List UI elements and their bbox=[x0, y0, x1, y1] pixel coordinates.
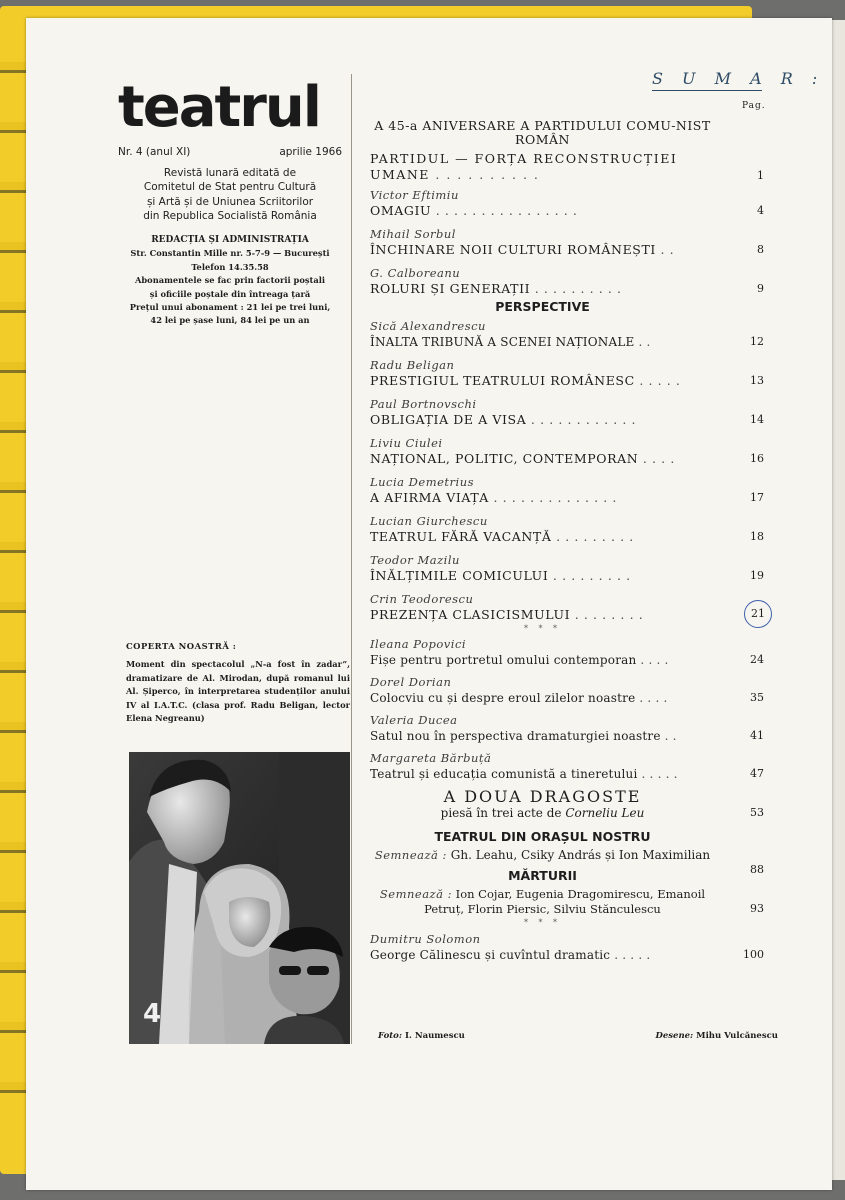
toc-entry-title: PRESTIGIUL TEATRULUI ROMÂNESC . . . . . bbox=[370, 373, 681, 388]
toc-signed-entry[interactable] bbox=[370, 887, 770, 917]
toc-entry-author: Dumitru Solomon bbox=[370, 932, 481, 946]
play-title: A DOUA DRAGOSTE bbox=[443, 787, 642, 806]
description-line: Comitetul de Stat pentru Cultură bbox=[143, 181, 317, 194]
toc-separator: * * * bbox=[523, 624, 562, 633]
toc-entry-title: Colocviu cu și despre eroul zilelor noastre . . . . bbox=[370, 691, 668, 705]
toc-entry[interactable] bbox=[370, 713, 770, 744]
signed-names: Semnează : Gh. Leahu, Csiky András și Ion Maximilian bbox=[374, 848, 711, 862]
issue-number: Nr. 4 (anul XI) bbox=[118, 146, 191, 158]
toc-section-heading: A 45-a ANIVERSARE A PARTIDULUI COMU-NIST ROMÂN bbox=[374, 118, 711, 147]
toc-entry[interactable] bbox=[370, 151, 770, 183]
toc-entry[interactable] bbox=[370, 397, 770, 428]
toc-entry-page: 35 bbox=[750, 691, 764, 704]
toc-entry-author: Victor Eftimiu bbox=[370, 188, 459, 202]
toc-entry[interactable] bbox=[370, 675, 770, 706]
toc-entry-page: 13 bbox=[750, 374, 764, 387]
signed-names: Semnează : Ion Cojar, Eugenia Dragomirescu, Emanoil Petruț, Florin Piersic, Silviu Stănculescu bbox=[379, 887, 706, 916]
issue-date: aprilie 1966 bbox=[279, 146, 342, 158]
toc-entry-title: George Călinescu și cuvîntul dramatic . . . . . bbox=[370, 948, 651, 962]
toc-entry-author: Radu Beligan bbox=[370, 358, 455, 372]
photo-credit: Foto: I. Naumescu bbox=[378, 1031, 465, 1041]
toc-entry-author: Crin Teodorescu bbox=[370, 592, 474, 606]
toc-entry-author: Mihail Sorbul bbox=[370, 227, 456, 241]
toc-entry[interactable] bbox=[370, 751, 770, 782]
toc-entry-author: Lucia Demetrius bbox=[370, 475, 475, 489]
toc-entry-page: 24 bbox=[750, 653, 764, 666]
toc-entry-page: 88 bbox=[750, 863, 764, 876]
redaction-line: Telefon 14.35.58 bbox=[191, 261, 269, 272]
toc-entry-author: Teodor Mazilu bbox=[370, 553, 460, 567]
toc-entry-page: 17 bbox=[750, 491, 764, 504]
signed-label: Semnează : bbox=[379, 887, 452, 901]
toc-entry-page: 19 bbox=[750, 569, 764, 582]
play-subtitle: piesă în trei acte de Corneliu Leu bbox=[440, 806, 645, 820]
toc-entry-author: Dorel Dorian bbox=[370, 675, 452, 689]
toc-entry-title: Fișe pentru portretul omului contemporan . . . . bbox=[370, 653, 669, 667]
toc-entry-page: 47 bbox=[750, 767, 764, 780]
toc-entry-title: OMAGIU . . . . . . . . . . . . . . . . bbox=[370, 203, 578, 218]
toc-entry-title: TEATRUL FĂRĂ VACANȚĂ . . . . . . . . . bbox=[370, 529, 634, 544]
toc-entry-page: 14 bbox=[750, 413, 764, 426]
toc-entry-author: Ileana Popovici bbox=[370, 637, 467, 651]
toc-entry-page: 4 bbox=[757, 204, 764, 217]
cover-photo bbox=[129, 752, 350, 1044]
redaction-line: și oficiile poștale din întreaga țară bbox=[149, 288, 311, 299]
masthead-logo: teatrul bbox=[118, 75, 320, 140]
toc-entry-page: 100 bbox=[743, 948, 764, 961]
toc-section-heading: TEATRUL DIN ORAȘUL NOSTRU bbox=[434, 829, 651, 844]
redaction-line: 42 lei pe șase luni, 84 lei pe un an bbox=[150, 315, 310, 326]
toc-entry-author: Valeria Ducea bbox=[370, 713, 458, 727]
description-line: din Republica Socialistă România bbox=[143, 210, 317, 223]
toc-entry-page: 8 bbox=[757, 243, 764, 256]
toc-separator: * * * bbox=[523, 918, 562, 927]
toc-entry-author: Sică Alexandrescu bbox=[370, 319, 486, 333]
signed-label: Semnează : bbox=[374, 848, 447, 862]
sumar-underline bbox=[652, 90, 762, 91]
toc-entry-page: 21 bbox=[744, 606, 772, 628]
toc-entry-title: A AFIRMA VIAȚA . . . . . . . . . . . . . . bbox=[370, 490, 617, 505]
cover-caption: Moment din spectacolul „N-a fost în zadar”, dramatizare de Al. Mirodan, după romanul lui Al. Șiperco, în interpretarea studenților anului IV al I.A.T.C. (clasa prof. Radu Beligan, lector Elena Negreanu) bbox=[126, 659, 350, 724]
toc-entry[interactable] bbox=[370, 358, 770, 389]
toc-entry-title: PREZENȚA CLASICISMULUI . . . . . . . . bbox=[370, 607, 644, 622]
toc-entry[interactable] bbox=[370, 637, 770, 668]
cover-photo-illustration bbox=[129, 752, 350, 1044]
credits-footer bbox=[378, 1031, 778, 1041]
toc-entry-page: 18 bbox=[750, 530, 764, 543]
toc-entry[interactable] bbox=[370, 592, 770, 623]
toc-entry-page: 53 bbox=[750, 806, 764, 819]
redaction-line: REDACȚIA ȘI ADMINISTRAȚIA bbox=[151, 235, 309, 245]
sumar-heading: S U M A R : bbox=[652, 69, 825, 88]
redaction-line: Abonamentele se fac prin factorii poștali bbox=[134, 275, 326, 286]
toc-entry-title: Teatrul și educația comunistă a tineretului . . . . . bbox=[370, 767, 678, 781]
toc-entry-title: OBLIGAȚIA DE A VISA . . . . . . . . . . . . bbox=[370, 412, 637, 427]
toc-entry[interactable] bbox=[370, 266, 770, 297]
toc-entry-author: Paul Bortnovschi bbox=[370, 397, 477, 411]
toc-entry-page: 9 bbox=[757, 282, 764, 295]
toc-entry-author: Liviu Ciulei bbox=[370, 436, 443, 450]
description-line: și Artă și de Uniunea Scriitorilor bbox=[146, 195, 314, 208]
issue-info bbox=[118, 146, 342, 158]
toc-section-heading: MĂRTURII bbox=[508, 868, 577, 883]
toc-entry[interactable] bbox=[370, 514, 770, 545]
redaction-line: Prețul unui abonament : 21 lei pe trei luni, bbox=[129, 302, 331, 313]
toc-entry[interactable] bbox=[370, 436, 770, 467]
toc-entry-author: Lucian Giurchescu bbox=[370, 514, 488, 528]
toc-entry[interactable] bbox=[370, 932, 770, 963]
toc-entry-title: ROLURI ȘI GENERAȚII . . . . . . . . . . bbox=[370, 281, 622, 296]
column-divider bbox=[351, 74, 352, 1044]
toc-section-heading: PERSPECTIVE bbox=[495, 299, 590, 314]
toc-entry[interactable] bbox=[370, 475, 770, 506]
toc-entry[interactable] bbox=[370, 227, 770, 258]
toc-entry-page: 12 bbox=[750, 335, 764, 348]
toc-entry[interactable] bbox=[370, 553, 770, 584]
toc-entry-author: Margareta Bărbuță bbox=[370, 751, 492, 765]
toc-entry-title: ÎNALTA TRIBUNĂ A SCENEI NAȚIONALE . . bbox=[370, 335, 651, 349]
redaction-line: Str. Constantin Mille nr. 5-7-9 — București bbox=[130, 248, 330, 259]
play-author: Corneliu Leu bbox=[565, 806, 645, 820]
toc-entry-author: G. Calboreanu bbox=[370, 266, 461, 280]
toc-entry-title: ÎNĂLȚIMILE COMICULUI . . . . . . . . . bbox=[370, 568, 631, 583]
redaction-info bbox=[110, 234, 350, 328]
toc-entry-title: NAȚIONAL, POLITIC, CONTEMPORAN . . . . bbox=[370, 451, 675, 466]
toc-entry-page: 16 bbox=[750, 452, 764, 465]
toc-entry[interactable] bbox=[370, 188, 770, 219]
toc-entry-page: 1 bbox=[757, 169, 764, 182]
masthead-description bbox=[110, 166, 350, 224]
page-column-label: Pag. bbox=[742, 101, 766, 111]
description-line: Revistă lunară editată de bbox=[163, 167, 297, 179]
toc-entry-title: PARTIDUL — FORȚA RECONSTRUCȚIEI UMANE . . . . . . . . . . bbox=[370, 151, 678, 182]
toc-entry-page: 41 bbox=[750, 729, 764, 742]
toc-entry-title: ÎNCHINARE NOII CULTURI ROMÂNEȘTI . . bbox=[370, 242, 675, 257]
cover-photo-number: 4 bbox=[143, 999, 162, 1029]
toc-entry[interactable] bbox=[370, 319, 770, 350]
cover-heading: COPERTA NOASTRĂ : bbox=[126, 641, 237, 651]
table-of-contents bbox=[370, 119, 770, 963]
toc-entry-title: Satul nou în perspectiva dramaturgiei noastre . . bbox=[370, 729, 677, 743]
toc-entry-page: 93 bbox=[750, 902, 764, 915]
drawings-credit: Desene: Mihu Vulcănescu bbox=[655, 1031, 778, 1041]
toc-play-entry[interactable] bbox=[370, 788, 770, 821]
